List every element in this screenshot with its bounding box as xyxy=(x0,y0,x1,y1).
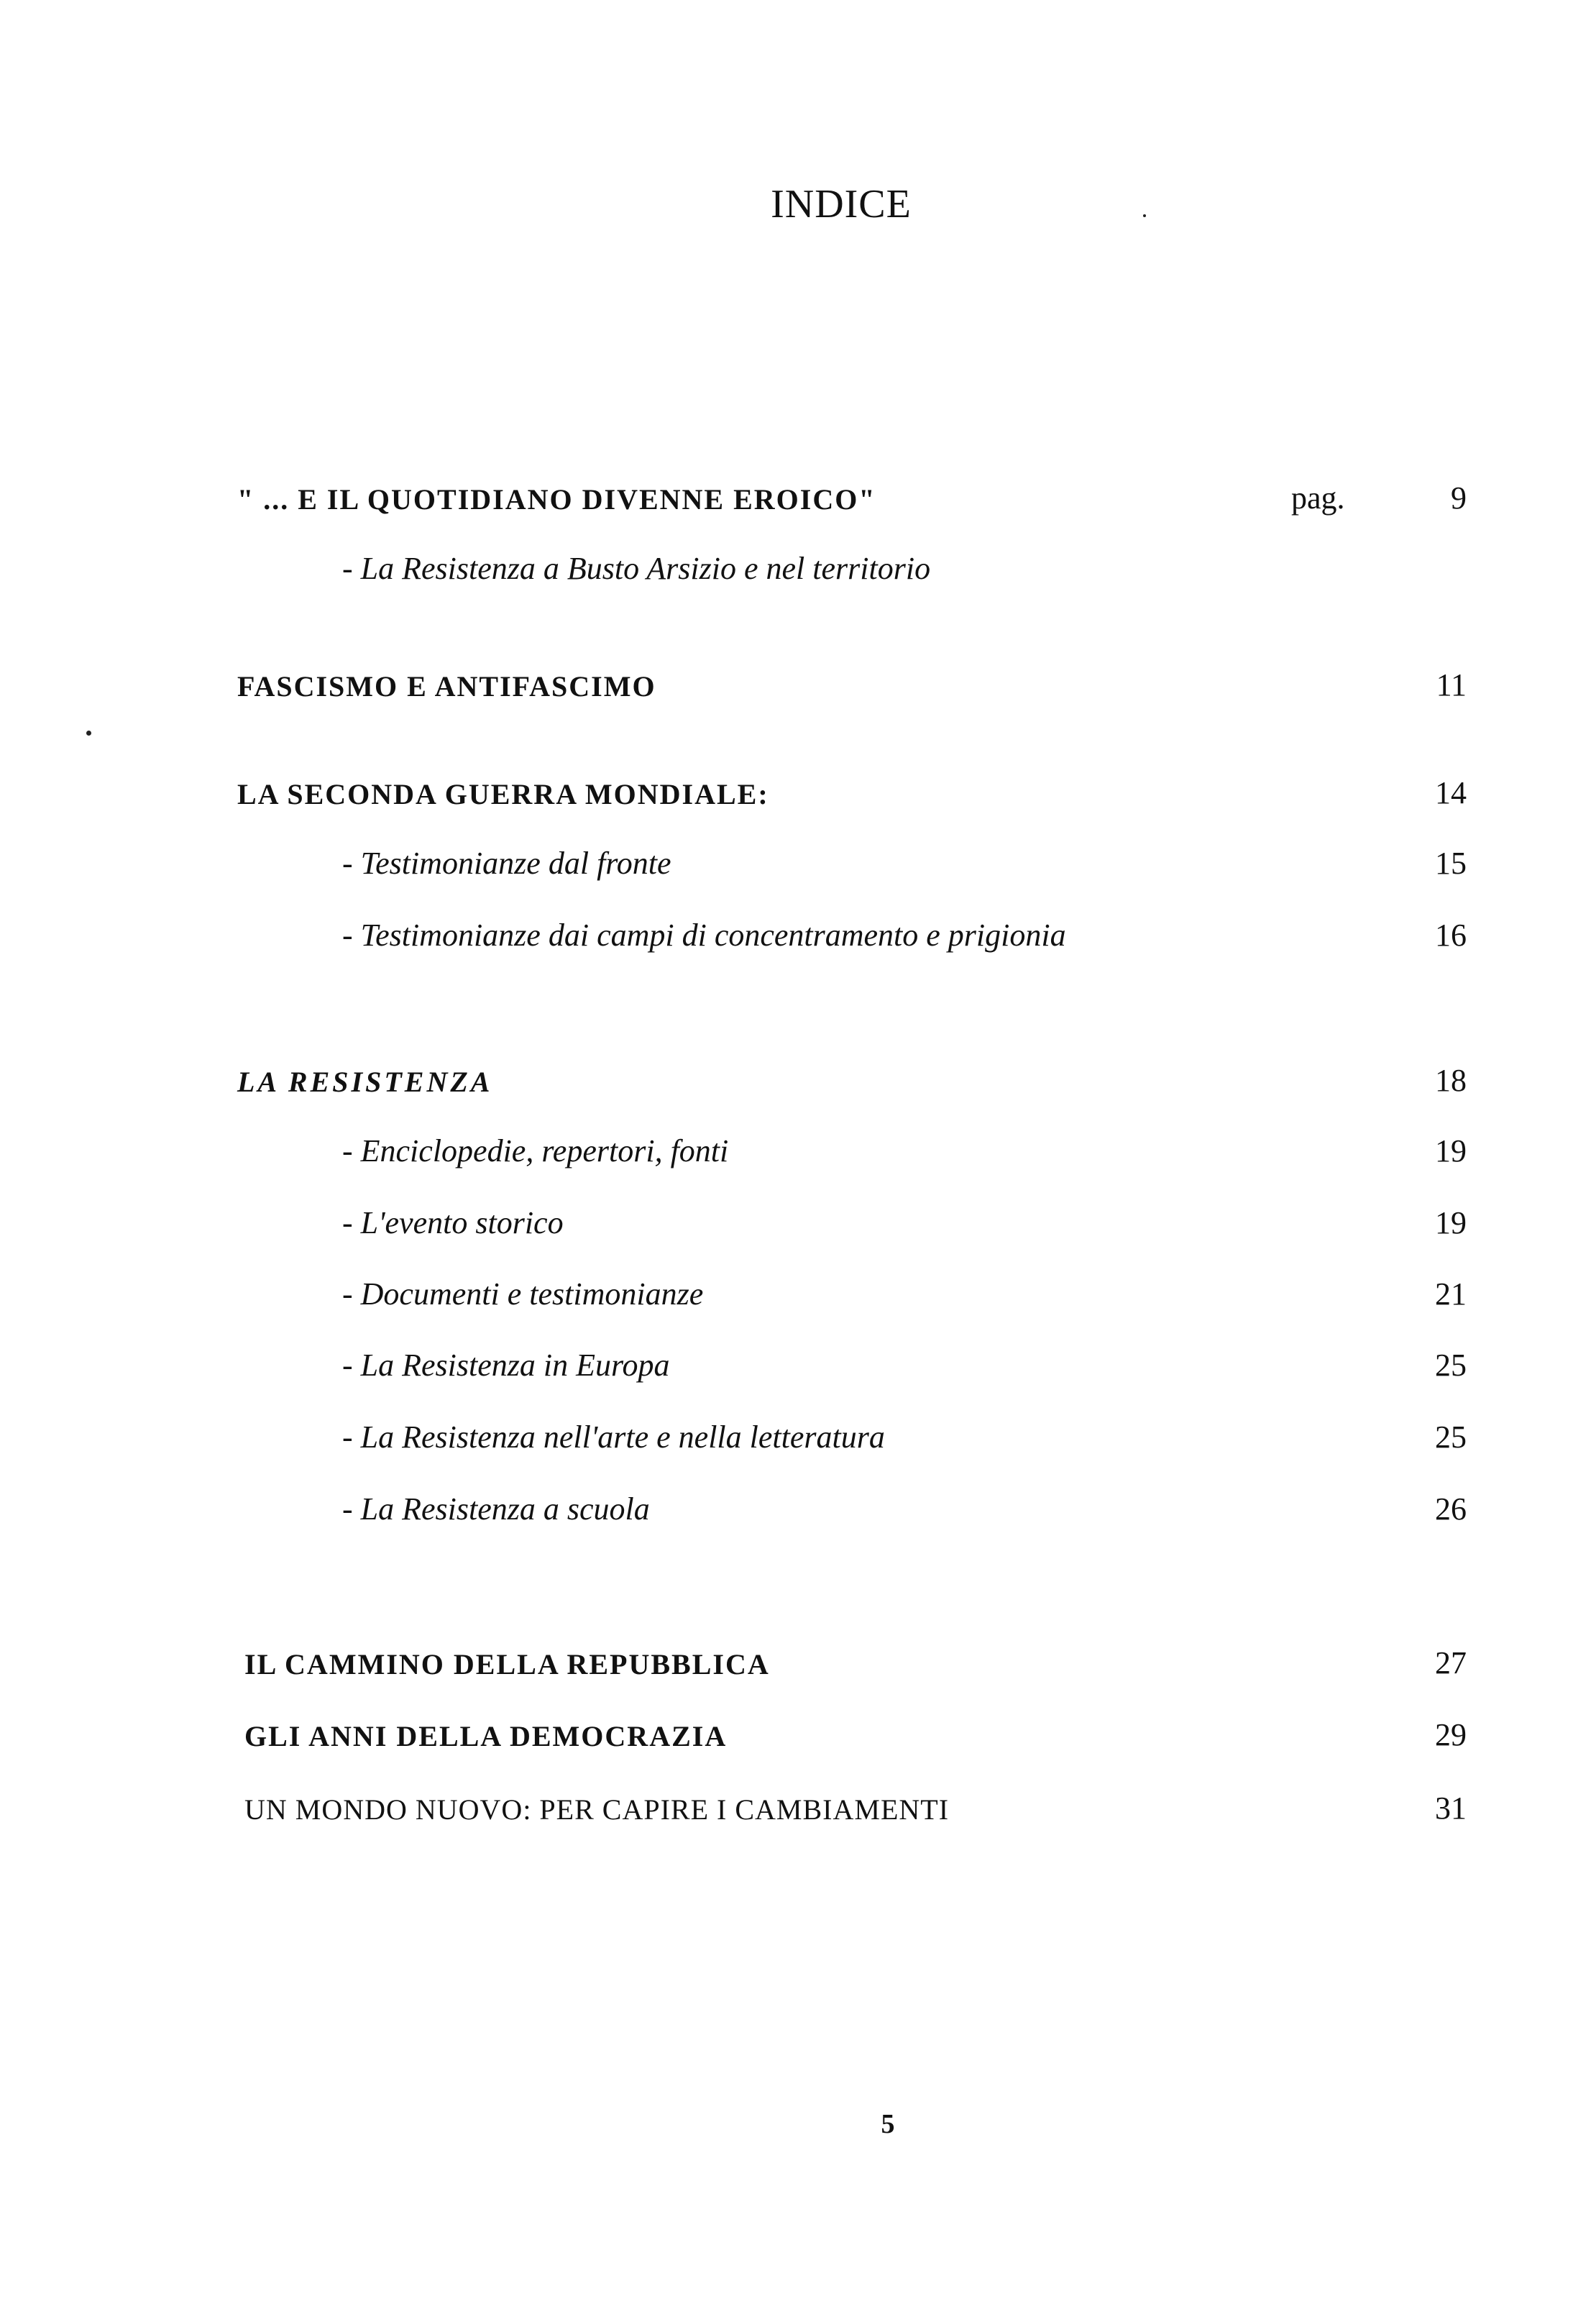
toc-subentry-label: - La Resistenza a Busto Arsizio e nel territorio xyxy=(342,551,931,586)
page-number: 5 xyxy=(881,2109,895,2139)
toc-entry-page: 14 xyxy=(1435,775,1467,810)
toc-entry-page: 31 xyxy=(1435,1790,1467,1826)
toc-subentry-page: 16 xyxy=(1435,918,1467,953)
toc-subentry-label: - La Resistenza a scuola xyxy=(342,1491,650,1527)
toc-entry-page: 27 xyxy=(1435,1645,1467,1680)
toc-entry-label: FASCISMO E ANTIFASCIMO xyxy=(237,670,656,703)
toc-subentry-label: - La Resistenza in Europa xyxy=(342,1348,670,1383)
toc-subentry-label: - Testimonianze dal fronte xyxy=(342,846,671,881)
toc-entry-label: UN MONDO NUOVO: PER CAPIRE I CAMBIAMENTI xyxy=(244,1793,950,1826)
toc-entry xyxy=(0,1708,1596,1751)
toc-subentry-label: - Documenti e testimonianze xyxy=(342,1276,704,1312)
toc-entry-page: 18 xyxy=(1435,1063,1467,1098)
toc-subentry-label: - L'evento storico xyxy=(342,1205,564,1240)
toc-entry-label: IL CAMMINO DELLA REPUBBLICA xyxy=(244,1648,770,1680)
toc-entry xyxy=(0,766,1596,809)
toc-entry xyxy=(0,658,1596,701)
toc-subentry xyxy=(0,541,1596,585)
toc-subentry-page: 25 xyxy=(1435,1419,1467,1455)
toc-entry-label: GLI ANNI DELLA DEMOCRAZIA xyxy=(244,1720,728,1752)
toc-entry xyxy=(0,1781,1596,1824)
toc-entry xyxy=(0,1636,1596,1679)
toc-subentry xyxy=(0,1124,1596,1167)
toc-entry xyxy=(0,471,1596,514)
toc-subentry-page: 19 xyxy=(1435,1133,1467,1168)
toc-entry-page: 29 xyxy=(1435,1717,1467,1752)
toc-subentry xyxy=(0,1196,1596,1239)
toc-subentry-label: - Enciclopedie, repertori, fonti xyxy=(342,1133,729,1168)
toc-subentry-page: 26 xyxy=(1435,1491,1467,1527)
toc-entry-page: 9 xyxy=(1451,480,1467,516)
toc-subentry xyxy=(0,1267,1596,1310)
scan-speck xyxy=(86,731,91,736)
toc-subentry-label: - La Resistenza nell'arte e nella letteratura xyxy=(342,1419,885,1455)
toc-subentry-page: 15 xyxy=(1435,846,1467,881)
toc-subentry-page: 21 xyxy=(1435,1276,1467,1312)
toc-subentry xyxy=(0,1410,1596,1453)
toc-subentry-page: 25 xyxy=(1435,1348,1467,1383)
pag-label: pag. xyxy=(1291,480,1345,516)
toc-subentry xyxy=(0,836,1596,879)
toc-subentry xyxy=(0,908,1596,951)
toc-entry xyxy=(0,1053,1596,1097)
scan-speck xyxy=(1143,214,1146,217)
toc-entry-label: LA SECONDA GUERRA MONDIALE: xyxy=(237,778,769,810)
toc-subentry-page: 19 xyxy=(1435,1205,1467,1240)
toc-subentry-label: - Testimonianze dai campi di concentramento e prigionia xyxy=(342,918,1066,953)
toc-subentry xyxy=(0,1482,1596,1525)
toc-subentry xyxy=(0,1338,1596,1381)
toc-entry-label: " ... E IL QUOTIDIANO DIVENNE EROICO" xyxy=(237,483,876,516)
toc-entry-page: 11 xyxy=(1436,667,1467,703)
page-title: INDICE xyxy=(771,182,912,227)
toc-entry-label: LA RESISTENZA xyxy=(237,1066,493,1098)
